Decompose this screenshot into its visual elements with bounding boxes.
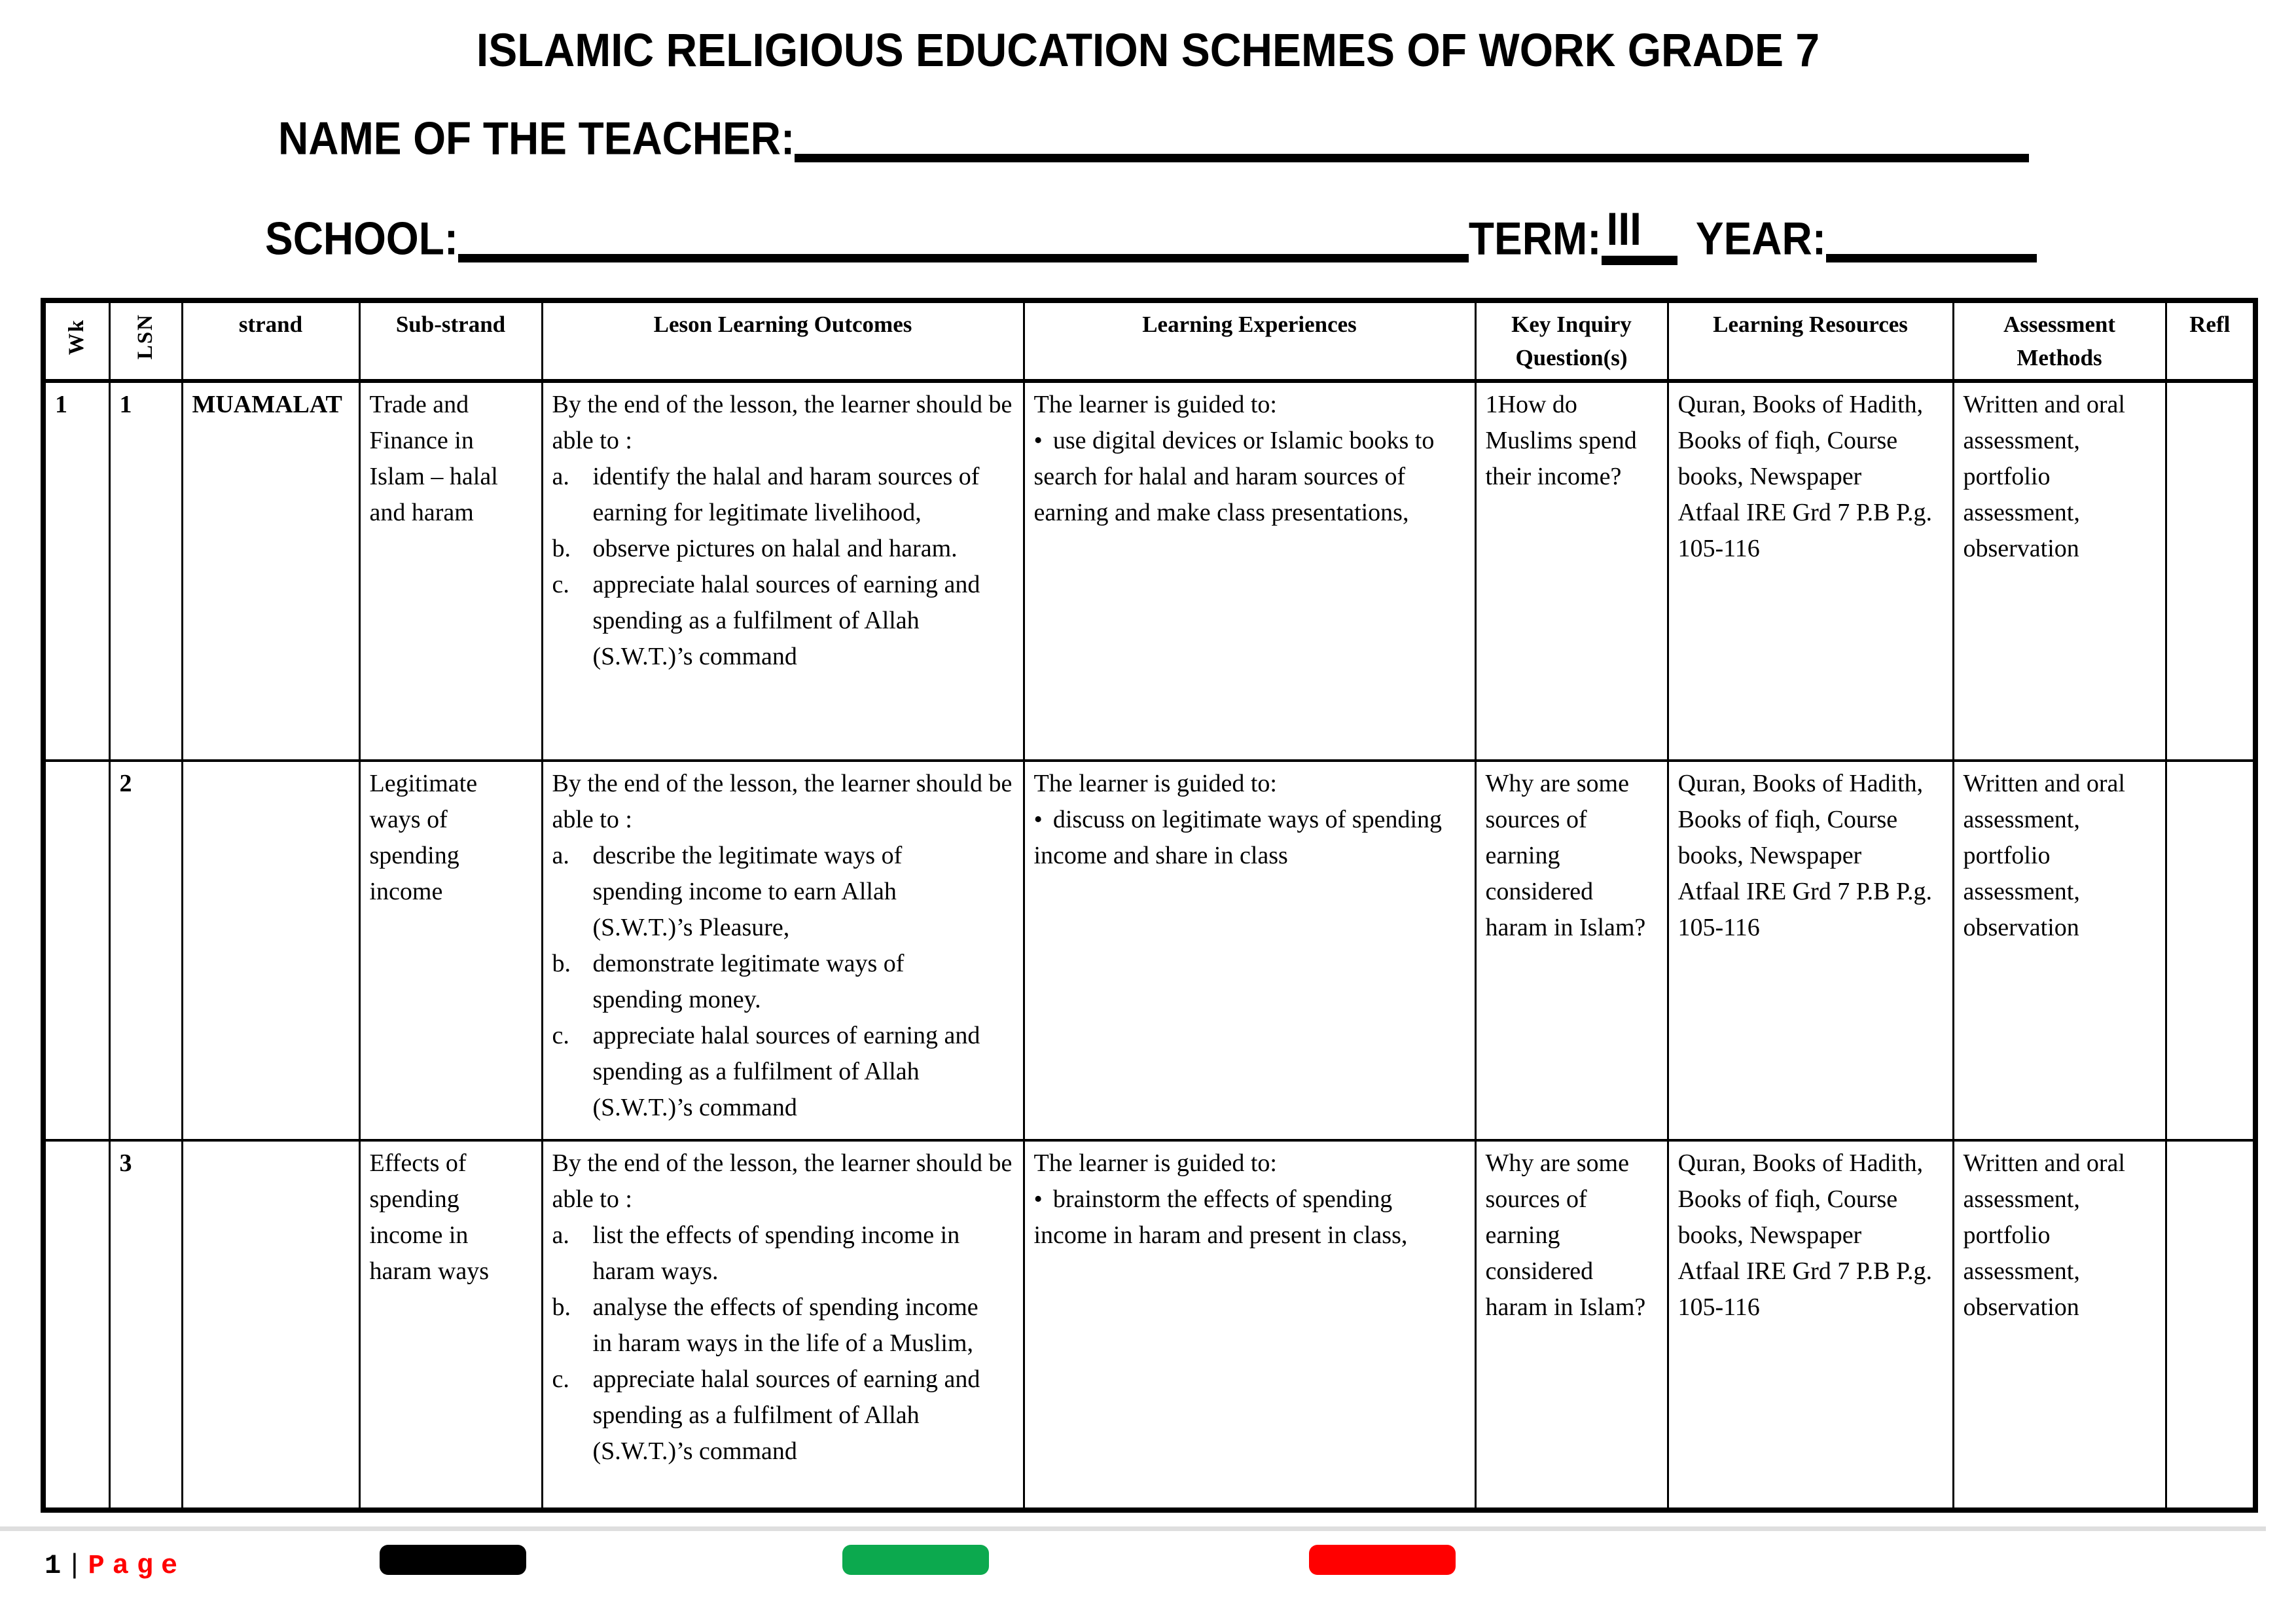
cell-experiences [1024, 1140, 1475, 1510]
bullet-icon: • [1033, 805, 1043, 833]
cell-wk: 1 [43, 381, 109, 761]
outcome-item: b. analyse the effects of spending income in haram ways in the life of a Muslim, [552, 1293, 978, 1357]
outcome-item: b. demonstrate legitimate ways of spending money. [552, 949, 905, 1014]
footer-rule [0, 1526, 2266, 1531]
col-header-key-inquiry: Key Inquiry Question(s) [1475, 300, 1668, 381]
outcomes-intro: By the end of the lesson, the learner should be able to : [552, 1149, 1013, 1213]
cell-strand [182, 1140, 359, 1510]
schemes-of-work-table [41, 298, 2258, 1513]
teacher-blank-underline [795, 154, 2029, 162]
table-header-row [43, 300, 2255, 381]
page-number-value: 1 [45, 1550, 62, 1581]
cell-sub-strand: Effects of spending income in haram ways [359, 1140, 542, 1510]
cell-experiences [1024, 761, 1475, 1140]
cell-lsn: 2 [109, 761, 182, 1140]
col-header-resources: Learning Resources [1668, 300, 1953, 381]
experiences-intro: The learner is guided to: [1033, 1149, 1277, 1177]
cell-key-inquiry: Why are some sources of earning considered haram in Islam? [1475, 1140, 1668, 1510]
cell-strand: MUAMALAT [182, 381, 359, 761]
cell-assessment: Written and oral assessment, portfolio assessment, observation [1953, 1140, 2166, 1510]
outcome-item: b. observe pictures on halal and haram. [552, 534, 958, 562]
school-line [265, 203, 2037, 265]
school-blank-underline [458, 254, 1469, 262]
col-header-sub-strand: Sub-strand [359, 300, 542, 381]
experience-item: • brainstorm the effects of spending income in haram and present in class, [1033, 1185, 1408, 1249]
term-label: TERM: [1468, 212, 1602, 264]
page-number-separator: | [66, 1550, 83, 1581]
cell-resources: Quran, Books of Hadith, Books of fiqh, Course books, Newspaper Atfaal IRE Grd 7 P.B P.g. 105-116 [1668, 1140, 1953, 1510]
cell-assessment: Written and oral assessment, portfolio assessment, observation [1953, 381, 2166, 761]
cell-refl [2166, 381, 2255, 761]
outcomes-intro: By the end of the lesson, the learner should be able to : [552, 390, 1013, 454]
cell-refl [2166, 1140, 2255, 1510]
term-value: III [1602, 202, 1677, 265]
cell-outcomes [542, 381, 1024, 761]
year-blank-underline [1826, 254, 2037, 262]
cell-key-inquiry: 1How do Muslims spend their income? [1475, 381, 1668, 761]
page-word: Page [88, 1550, 186, 1581]
footer-bar-green [842, 1545, 989, 1575]
outcome-item: c. appreciate halal sources of earning and spending as a fulfilment of Allah (S.W.T.)’s command [552, 1022, 980, 1122]
year-label: YEAR: [1695, 212, 1826, 264]
cell-wk [43, 1140, 109, 1510]
outcome-item: a. describe the legitimate ways of spending income to earn Allah (S.W.T.)’s Pleasure, [552, 841, 903, 941]
bullet-icon: • [1033, 426, 1043, 454]
cell-lsn: 1 [109, 381, 182, 761]
experiences-intro: The learner is guided to: [1033, 769, 1277, 797]
bullet-icon: • [1033, 1185, 1043, 1213]
experience-item: • use digital devices or Islamic books to search for halal and haram sources of earning and make class presentations, [1033, 426, 1435, 526]
col-header-refl: Refl [2166, 300, 2255, 381]
outcomes-intro: By the end of the lesson, the learner should be able to : [552, 769, 1013, 833]
school-label: SCHOOL: [265, 212, 459, 264]
outcome-item: c. appreciate halal sources of earning and spending as a fulfilment of Allah (S.W.T.)’s command [552, 570, 980, 671]
table-row [43, 1140, 2255, 1510]
cell-lsn: 3 [109, 1140, 182, 1510]
cell-outcomes [542, 761, 1024, 1140]
cell-refl [2166, 761, 2255, 1140]
cell-sub-strand: Legitimate ways of spending income [359, 761, 542, 1140]
table-row [43, 761, 2255, 1140]
teacher-line [278, 112, 2029, 165]
outcome-item: a. identify the halal and haram sources of earning for legitimate livelihood, [552, 462, 980, 526]
cell-sub-strand: Trade and Finance in Islam – halal and haram [359, 381, 542, 761]
cell-assessment: Written and oral assessment, portfolio assessment, observation [1953, 761, 2166, 1140]
cell-key-inquiry: Why are some sources of earning considered haram in Islam? [1475, 761, 1668, 1140]
cell-wk [43, 761, 109, 1140]
footer-bar-red [1309, 1545, 1456, 1575]
teacher-label: NAME OF THE TEACHER: [278, 112, 795, 164]
page-title: ISLAMIC RELIGIOUS EDUCATION SCHEMES OF WORK GRADE 7 [476, 24, 1820, 76]
col-header-experiences: Learning Experiences [1024, 300, 1475, 381]
outcome-item: a. list the effects of spending income in haram ways. [552, 1221, 960, 1285]
col-header-strand: strand [182, 300, 359, 381]
outcome-item: c. appreciate halal sources of earning and spending as a fulfilment of Allah (S.W.T.)’s command [552, 1365, 980, 1466]
col-header-assessment: Assessment Methods [1953, 300, 2166, 381]
cell-experiences [1024, 381, 1475, 761]
cell-resources: Quran, Books of Hadith, Books of fiqh, Course books, Newspaper Atfaal IRE Grd 7 P.B P.g. 105-116 [1668, 761, 1953, 1140]
page-number [45, 1550, 185, 1581]
col-header-outcomes: Leson Learning Outcomes [542, 300, 1024, 381]
experiences-intro: The learner is guided to: [1033, 390, 1277, 418]
cell-strand [182, 761, 359, 1140]
table-row [43, 381, 2255, 761]
col-header-lsn: LSN [109, 300, 182, 381]
cell-outcomes [542, 1140, 1024, 1510]
experience-item: • discuss on legitimate ways of spending income and share in class [1033, 805, 1443, 869]
footer-bar-black [380, 1545, 526, 1575]
cell-resources: Quran, Books of Hadith, Books of fiqh, Course books, Newspaper Atfaal IRE Grd 7 P.B P.g. 105-116 [1668, 381, 1953, 761]
col-header-wk: Wk [43, 300, 109, 381]
